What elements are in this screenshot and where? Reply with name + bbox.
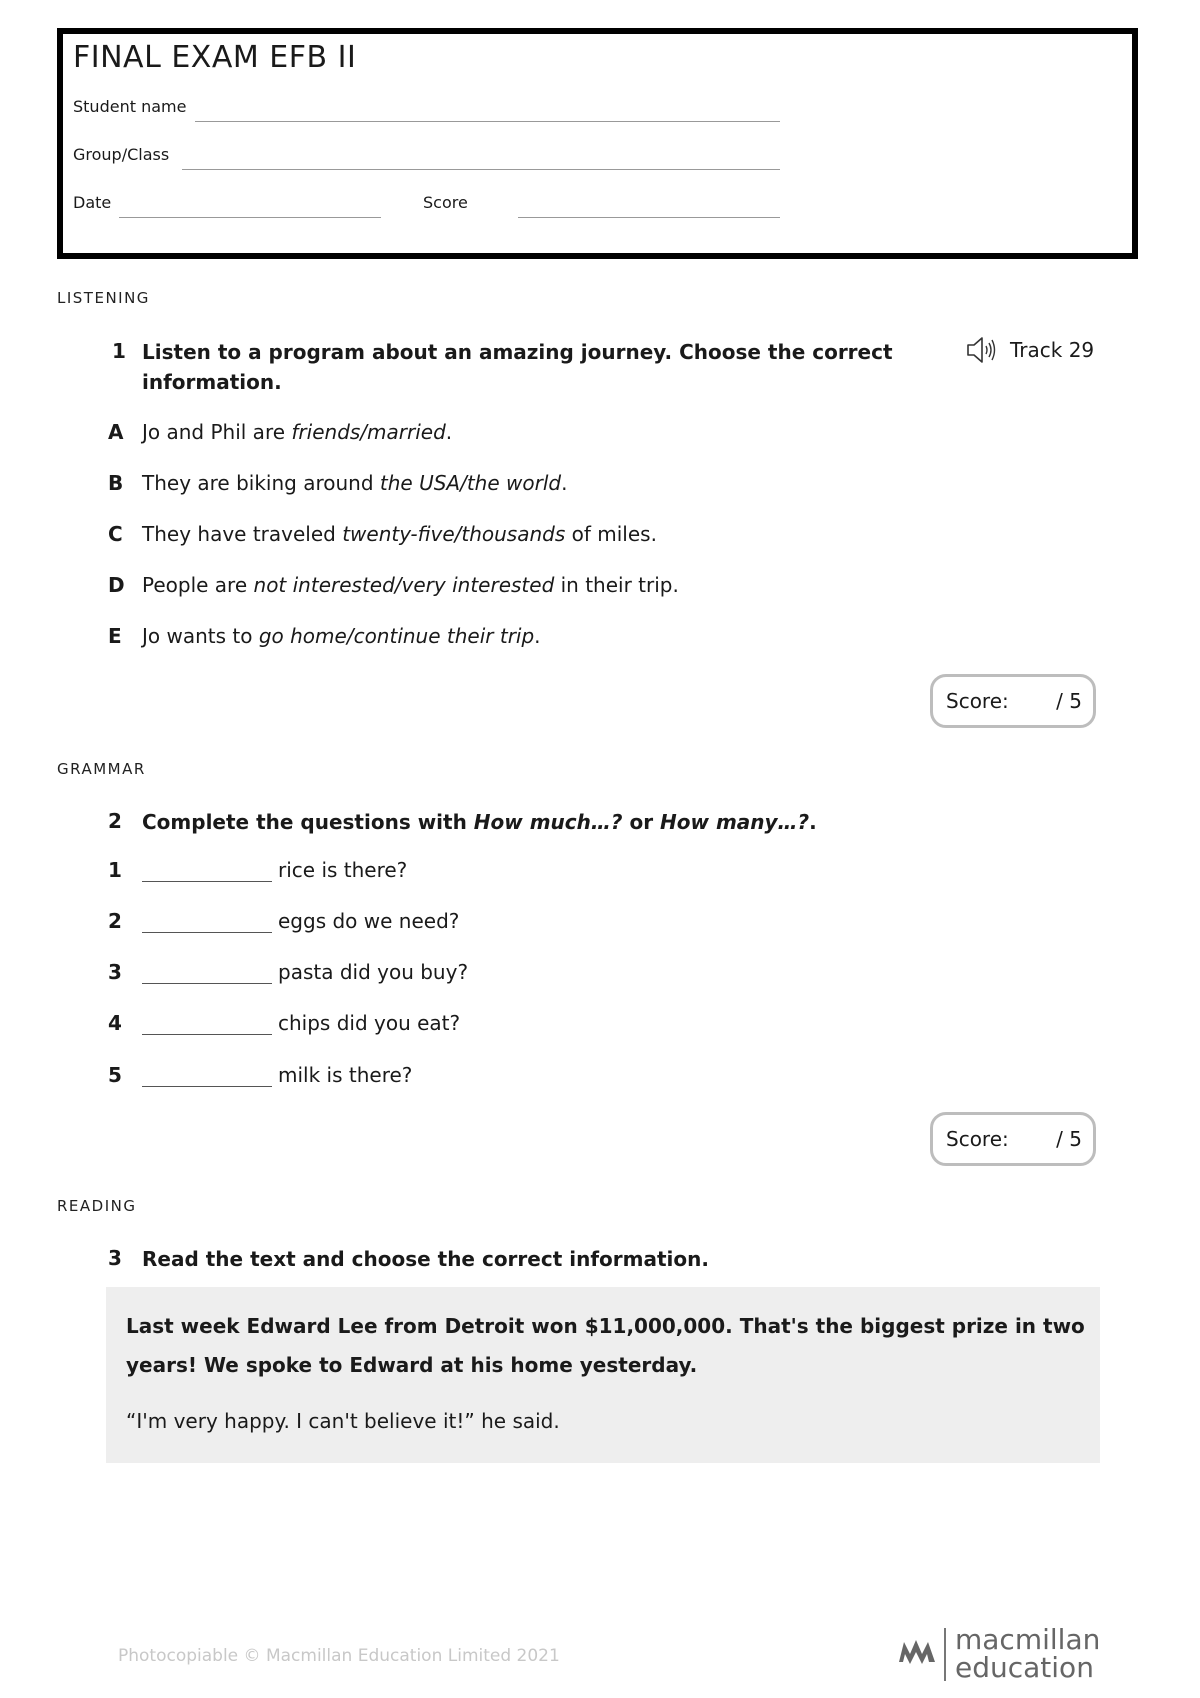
section-label-reading: READING (57, 1197, 137, 1215)
brand-line-1: macmillan (955, 1623, 1101, 1656)
item-text (142, 909, 459, 933)
item-text (142, 1011, 460, 1035)
instruction-option-how-many: How many…? (660, 810, 810, 834)
logo-divider (944, 1628, 946, 1681)
score-box-label: Score: (946, 689, 1009, 713)
answer-blank[interactable] (142, 910, 272, 933)
copyright-notice: Photocopiable © Macmillan Education Limited 2021 (118, 1646, 560, 1666)
item-text-post: . (534, 624, 541, 648)
group-class-label: Group/Class (73, 145, 170, 164)
item-text-pre: They have traveled (142, 522, 343, 546)
item-letter: E (108, 624, 122, 648)
item-letter: C (108, 522, 123, 546)
date-field[interactable] (119, 217, 381, 218)
exam-title: FINAL EXAM EFB II (73, 40, 357, 75)
item-text[interactable] (142, 522, 657, 546)
macmillan-logo-icon (898, 1632, 936, 1668)
track-label: Track 29 (1010, 338, 1095, 362)
item-text[interactable] (142, 624, 541, 648)
item-text-post: of miles. (565, 522, 657, 546)
question-3-instruction: Read the text and choose the correct information. (142, 1247, 709, 1271)
item-text-pre: Jo and Phil are (142, 420, 292, 444)
brand-name (955, 1623, 1101, 1684)
section-label-listening: LISTENING (57, 289, 150, 307)
item-text[interactable] (142, 420, 452, 444)
reading-paragraph-2: “I'm very happy. I can't believe it!” he said. (126, 1409, 560, 1433)
item-text (142, 960, 468, 984)
instruction-option-how-much: How much…? (473, 810, 623, 834)
item-text-post: . (445, 420, 453, 444)
item-text-post: . (561, 471, 568, 495)
item-question-text: pasta did you buy? (278, 960, 469, 984)
item-text-post: in their trip. (554, 573, 679, 597)
item-question-text: milk is there? (278, 1063, 413, 1087)
section-label-grammar: GRAMMAR (57, 760, 146, 778)
item-options[interactable]: go home/continue their trip (258, 624, 535, 648)
answer-blank[interactable] (142, 859, 272, 882)
score-box-total: / 5 (1056, 1127, 1082, 1151)
reading-text-panel (106, 1287, 1100, 1463)
item-options[interactable]: not interested/very interested (253, 573, 555, 597)
instruction-text: . (809, 810, 817, 834)
item-text[interactable] (142, 471, 567, 495)
question-number-1: 1 (112, 339, 126, 363)
score-box-total: / 5 (1056, 689, 1082, 713)
item-question-text: eggs do we need? (278, 909, 460, 933)
item-text (142, 858, 407, 882)
item-number: 3 (108, 960, 122, 984)
item-number: 1 (108, 858, 122, 882)
item-options[interactable]: friends/married (291, 420, 446, 444)
listening-score-box (930, 674, 1096, 728)
question-1-instruction-line2: information. (142, 370, 282, 394)
question-2-instruction (142, 807, 817, 837)
score-field[interactable] (518, 217, 780, 218)
item-text[interactable] (142, 573, 679, 597)
date-label: Date (73, 193, 112, 212)
item-letter: B (108, 471, 124, 495)
instruction-text: Complete the questions with (142, 810, 474, 834)
score-label: Score (423, 193, 468, 212)
score-box-label: Score: (946, 1127, 1009, 1151)
question-number-2: 2 (108, 809, 122, 833)
answer-blank[interactable] (142, 961, 272, 984)
item-question-text: chips did you eat? (278, 1011, 461, 1035)
item-question-text: rice is there? (278, 858, 408, 882)
speaker-icon[interactable] (966, 336, 998, 364)
item-text (142, 1063, 412, 1087)
item-letter: D (108, 573, 125, 597)
question-1-instruction-line1: Listen to a program about an amazing journey. Choose the correct (142, 340, 893, 364)
reading-paragraph-1: Last week Edward Lee from Detroit won $11,000,000. That's the biggest prize in two years! We spoke to Edward at his home yesterday. (126, 1314, 1085, 1377)
answer-blank[interactable] (142, 1012, 272, 1035)
instruction-text: or (622, 810, 661, 834)
student-name-field[interactable] (195, 121, 780, 122)
brand-line-2: education (955, 1651, 1094, 1684)
item-text-pre: People are (142, 573, 254, 597)
item-number: 4 (108, 1011, 122, 1035)
item-number: 2 (108, 909, 122, 933)
student-name-label: Student name (73, 97, 187, 116)
item-options[interactable]: the USA/the world (379, 471, 562, 495)
answer-blank[interactable] (142, 1064, 272, 1087)
item-text-pre: They are biking around (142, 471, 380, 495)
item-options[interactable]: twenty-five/thousands (342, 522, 566, 546)
question-number-3: 3 (108, 1246, 122, 1270)
item-number: 5 (108, 1063, 122, 1087)
item-text-pre: Jo wants to (142, 624, 259, 648)
group-class-field[interactable] (182, 169, 780, 170)
item-letter: A (108, 420, 124, 444)
grammar-score-box (930, 1112, 1096, 1166)
